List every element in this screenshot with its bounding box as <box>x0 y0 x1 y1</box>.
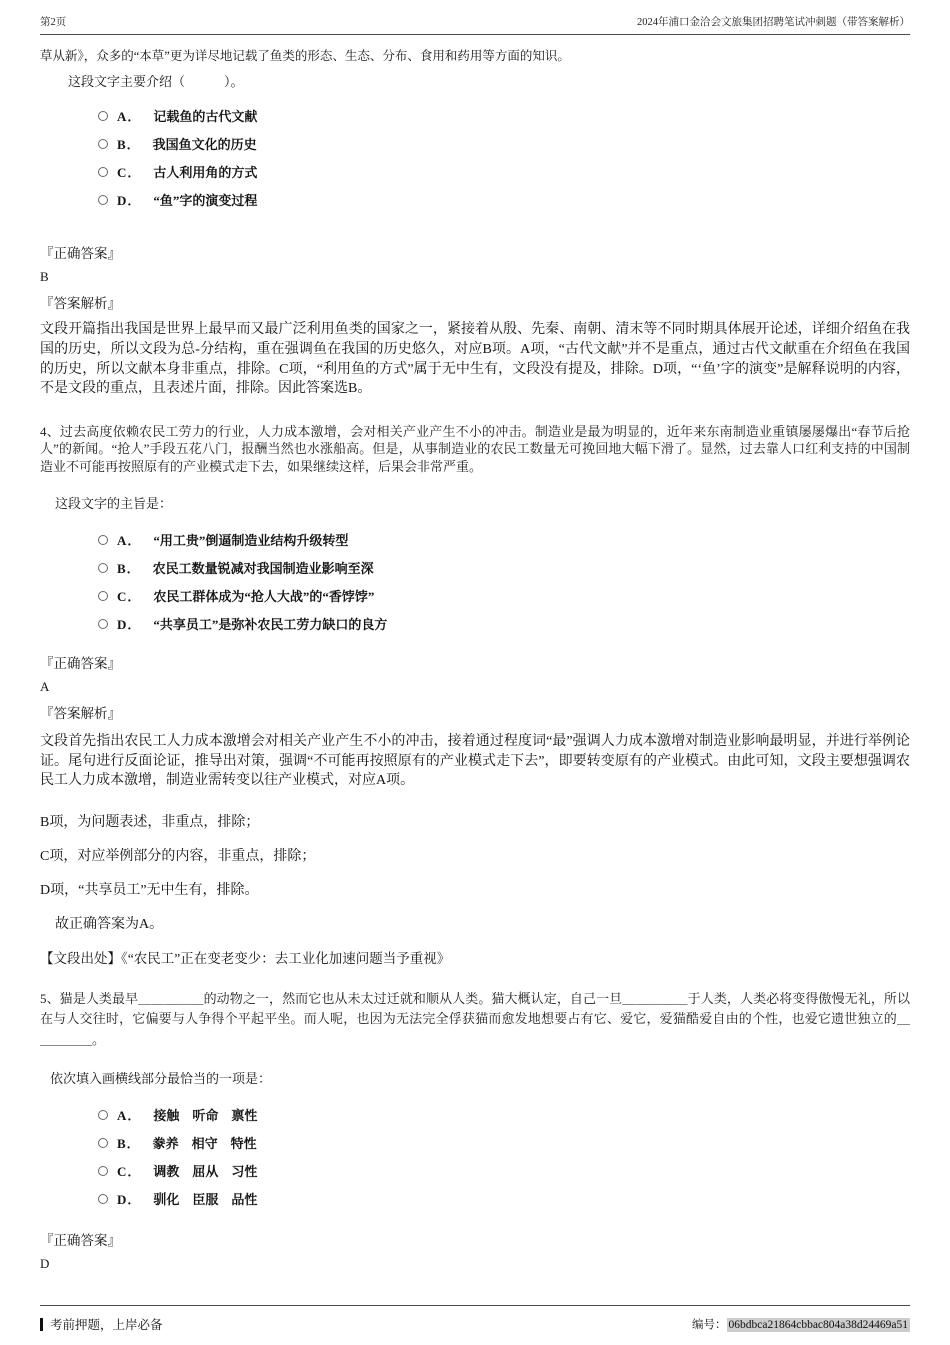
document-body <box>40 47 910 1272</box>
option-text: “鱼”字的演变过程 <box>153 193 258 209</box>
option-label: B． <box>117 561 141 577</box>
q3-option-b[interactable] <box>98 130 910 158</box>
option-text: 豢养 相守 特性 <box>152 1136 257 1152</box>
q4-analysis-text: 文段首先指出农民工人力成本激增会对相关产业产生不小的冲击，接着通过程度词“最”强调人力成本激增对制造业影响最明显，并进行举例论证。尾句进行反面论证，推导出对策，强调“不可能再按照原有的产业模式走下去”，即要转变原有的产业模式。由此可知，文段主要想强调农民工人力成本激增，制造业需转变以往产业模式，对应A项。 <box>40 733 910 789</box>
q3-option-a[interactable] <box>98 102 910 130</box>
radio-icon[interactable] <box>98 195 108 205</box>
radio-icon[interactable] <box>98 619 108 629</box>
option-label: B． <box>117 1136 141 1152</box>
option-text: “共享员工”是弥补农民工劳力缺口的良方 <box>153 617 388 633</box>
radio-icon[interactable] <box>98 1194 108 1204</box>
q5-answer-letter: D <box>40 1255 50 1271</box>
q5-option-b[interactable] <box>98 1129 910 1157</box>
q4-option-b[interactable] <box>98 554 910 582</box>
q4-options <box>98 526 910 638</box>
radio-icon[interactable] <box>98 111 108 121</box>
q4-prompt: 这段文字的主旨是： <box>55 495 173 511</box>
q3-lead-text: 草从新》，众多的“本草”更为详尽地记载了鱼类的形态、生态、分布、食用和药用等方面的知识。 <box>40 49 570 63</box>
radio-icon[interactable] <box>98 591 108 601</box>
option-text: 古人利用角的方式 <box>153 165 258 181</box>
radio-icon[interactable] <box>98 1110 108 1120</box>
radio-icon[interactable] <box>98 535 108 545</box>
q4-answer-letter: A <box>40 678 50 694</box>
q5-options <box>98 1101 910 1213</box>
q3-option-d[interactable] <box>98 186 910 214</box>
radio-icon[interactable] <box>98 563 108 573</box>
option-label: A． <box>117 533 142 549</box>
q4-option-a[interactable] <box>98 526 910 554</box>
option-label: D． <box>117 193 142 209</box>
footer-slogan: 考前押题，上岸必备 <box>50 1318 163 1332</box>
option-label: A． <box>117 1108 142 1124</box>
option-text: 记载鱼的古代文献 <box>153 109 258 125</box>
document-code: 06bdbca21864cbbac804a38d24469a51 <box>728 1319 908 1331</box>
footer-code-group <box>692 1316 910 1332</box>
q4-stem: 4、过去高度依赖农民工劳力的行业，人力成本激增，会对相关产业产生不小的冲击。制造业是最为明显的，近年来东南制造业重镇屡屡爆出“春节后抢人”的新闻。“抢人”手段五花八门，报酬当然也水涨船高。但是，从事制造业的农民工数量无可挽回地大幅下滑了。显然，过去靠人口红利支持的中国制造业不可能再按照原有的产业模式走下去，如果继续这样，后果会非常严重。 <box>40 424 910 474</box>
q3-answer-heading: 『正确答案』 <box>40 245 121 261</box>
document-title: 2024年浦口金洽会文旅集团招聘笔试冲刺题（带答案解析） <box>637 17 910 28</box>
q3-analysis-heading: 『答案解析』 <box>40 295 121 311</box>
radio-icon[interactable] <box>98 1166 108 1176</box>
q5-answer-heading: 『正确答案』 <box>40 1232 121 1248</box>
q4-analysis-heading: 『答案解析』 <box>40 705 121 721</box>
option-text: 调教 屈从 习性 <box>153 1164 258 1180</box>
q3-analysis-text: 文段开篇指出我国是世界上最早而又最广泛利用鱼类的国家之一，紧接着从殷、先秦、南朝、清末等不同时期具体展开论述，详细介绍鱼在我国的历史，所以文段为总-分结构，重在强调鱼在我国的历史悠久，对应B项。A项，“古代文献”并不是重点，通过古代文献重在介绍鱼在我国的历史，所以文献本身非重点，排除。C项，“利用鱼的方式”属于无中生有，文段没有提及，排除。D项，“‘鱼’字的演变”是解释说明的内容，不是文段的重点，且表述片面，排除。因此答案选B。 <box>40 321 910 397</box>
q4-analysis-option-d: D项，“共享员工”无中生有，排除。 <box>40 883 259 899</box>
page-number: 第2页 <box>40 17 67 28</box>
option-label: A． <box>117 109 142 125</box>
option-text: 农民工群体成为“抢人大战”的“香饽饽” <box>153 589 375 605</box>
page-header <box>40 14 910 35</box>
code-label: 编号： <box>692 1319 727 1331</box>
q3-options <box>98 102 910 214</box>
option-text: 我国鱼文化的历史 <box>152 137 257 153</box>
option-label: C． <box>117 589 142 605</box>
q4-option-c[interactable] <box>98 582 910 610</box>
option-label: B． <box>117 137 141 153</box>
q4-option-d[interactable] <box>98 610 910 638</box>
q5-prompt: 依次填入画横线部分最恰当的一项是： <box>50 1070 272 1086</box>
q5-option-d[interactable] <box>98 1185 910 1213</box>
option-label: D． <box>117 1192 142 1208</box>
option-text: 驯化 臣服 品性 <box>153 1192 258 1208</box>
q3-answer-letter: B <box>40 268 49 284</box>
q4-source: 【文段出处】《“农民工”正在变老变少：去工业化加速问题当予重视》 <box>40 951 451 967</box>
option-label: D． <box>117 617 142 633</box>
q4-conclusion: 故正确答案为A。 <box>55 917 164 933</box>
q4-analysis-option-c: C项，对应举例部分的内容，非重点，排除； <box>40 849 316 865</box>
option-text: 接触 听命 禀性 <box>153 1108 258 1124</box>
q5-stem: 5、猫是人类最早＿＿＿＿＿的动物之一，然而它也从未太过迁就和顺从人类。猫大概认定，自己一旦＿＿＿＿＿于人类，人类必将变得傲慢无礼，所以在与人交往时，它偏要与人争得个平起平坐。而人呢，也因为无法完全俘获猫而愈发地想要占有它、爱它，爱猫酷爱自由的个性，也爱它遗世独立的＿＿＿＿＿。 <box>40 991 910 1047</box>
option-text: “用工贵”倒逼制造业结构升级转型 <box>153 533 349 549</box>
q5-option-a[interactable] <box>98 1101 910 1129</box>
radio-icon[interactable] <box>98 167 108 177</box>
q4-analysis-option-b: B项，为问题表述，非重点，排除； <box>40 815 260 831</box>
q4-answer-heading: 『正确答案』 <box>40 655 121 671</box>
radio-icon[interactable] <box>98 1138 108 1148</box>
option-label: C． <box>117 165 142 181</box>
radio-icon[interactable] <box>98 139 108 149</box>
q3-option-c[interactable] <box>98 158 910 186</box>
option-label: C． <box>117 1164 142 1180</box>
option-text: 农民工数量锐减对我国制造业影响至深 <box>152 561 374 577</box>
q3-prompt: 这段文字主要介绍（ ）。 <box>68 73 244 89</box>
page-footer <box>40 1305 910 1333</box>
q5-option-c[interactable] <box>98 1157 910 1185</box>
footer-slogan-group <box>40 1315 163 1333</box>
footer-marker-icon <box>40 1318 43 1331</box>
